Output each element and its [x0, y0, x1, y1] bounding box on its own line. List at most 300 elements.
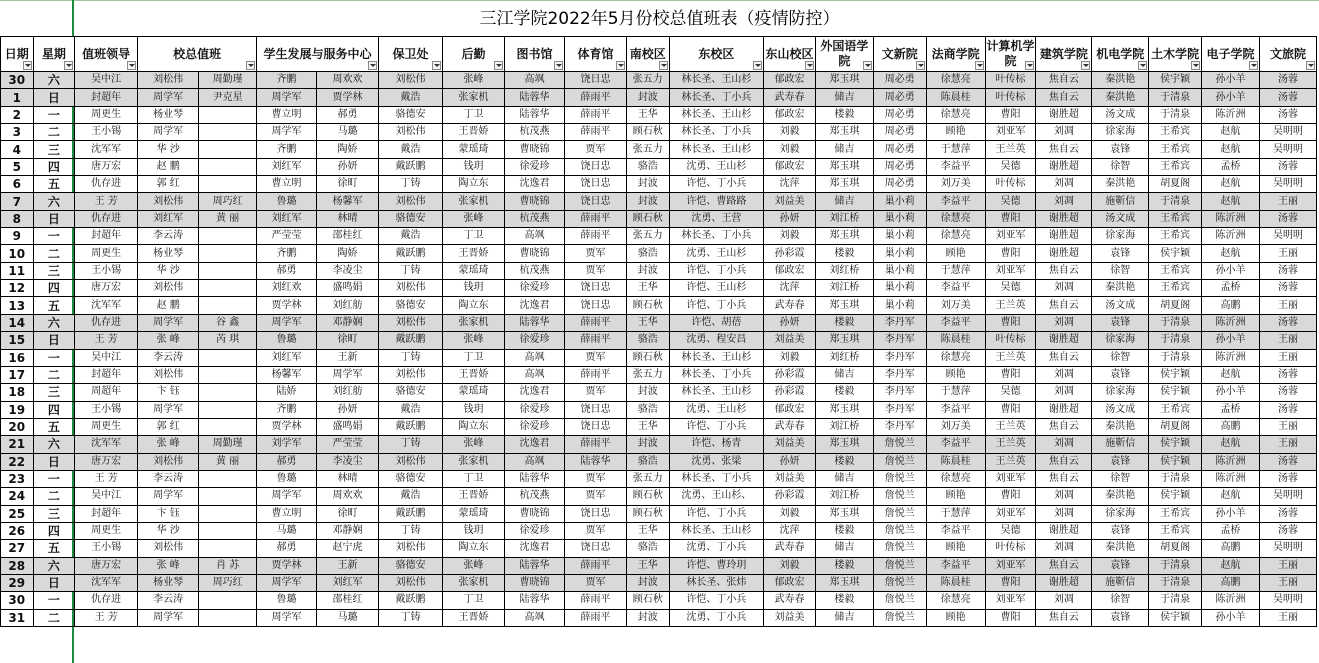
duty-cell[interactable]: 王小锡 [75, 124, 138, 141]
duty-cell[interactable]: 张家机 [443, 453, 505, 470]
duty-cell[interactable]: 王晋娇 [443, 488, 505, 505]
duty-cell[interactable]: 秦洪艳 [1092, 72, 1149, 89]
duty-cell[interactable]: 沈萍 [764, 522, 816, 539]
duty-cell[interactable]: 刘万美 [926, 418, 985, 435]
duty-cell[interactable]: 詹悦兰 [873, 574, 926, 591]
duty-cell[interactable]: 张 峰 [138, 332, 199, 349]
duty-cell[interactable]: 华 沙 [138, 522, 199, 539]
duty-cell[interactable]: 于清泉 [1149, 332, 1202, 349]
filter-dropdown-icon[interactable] [127, 61, 136, 70]
duty-cell[interactable]: 李丹军 [873, 366, 926, 383]
duty-cell[interactable]: 沈军军 [75, 436, 138, 453]
duty-cell[interactable]: 张 峰 [138, 436, 199, 453]
duty-cell[interactable]: 刘亚军 [985, 262, 1036, 279]
weekday-cell[interactable]: 一 [33, 228, 75, 245]
duty-cell[interactable]: 唐万宏 [75, 453, 138, 470]
weekday-cell[interactable]: 四 [33, 158, 75, 175]
duty-cell[interactable]: 武寿春 [764, 418, 816, 435]
duty-cell[interactable]: 叶传标 [985, 176, 1036, 193]
weekday-cell[interactable]: 二 [33, 245, 75, 262]
duty-cell[interactable]: 钱玥 [443, 280, 505, 297]
duty-cell[interactable]: 陶娇 [317, 245, 379, 262]
duty-cell[interactable]: 王晋娇 [443, 245, 505, 262]
duty-cell[interactable]: 丁铸 [379, 176, 443, 193]
duty-cell[interactable]: 孟桥 [1202, 401, 1260, 418]
duty-cell[interactable]: 王华 [626, 557, 669, 574]
duty-cell[interactable]: 鲁璐 [257, 332, 317, 349]
duty-cell[interactable]: 贾军 [564, 245, 626, 262]
duty-cell[interactable]: 赵 鹏 [138, 297, 199, 314]
weekday-cell[interactable]: 四 [33, 280, 75, 297]
duty-cell[interactable]: 戴跃鹏 [379, 332, 443, 349]
date-cell[interactable]: 2 [1, 106, 34, 123]
duty-cell[interactable]: 袁锋 [1092, 366, 1149, 383]
duty-cell[interactable]: 王兰英 [985, 436, 1036, 453]
duty-cell[interactable]: 邵桂红 [317, 228, 379, 245]
duty-cell[interactable]: 储吉 [815, 193, 873, 210]
duty-cell[interactable]: 汤蓉 [1259, 470, 1316, 487]
header-security[interactable]: 保卫处 [379, 37, 443, 72]
duty-cell[interactable]: 陶立东 [443, 418, 505, 435]
filter-dropdown-icon[interactable] [64, 61, 73, 70]
duty-cell[interactable] [199, 609, 257, 626]
duty-cell[interactable]: 孙小羊 [1202, 609, 1260, 626]
duty-cell[interactable]: 孙彩霞 [764, 366, 816, 383]
duty-cell[interactable]: 张峰 [443, 557, 505, 574]
duty-cell[interactable]: 李丹军 [873, 384, 926, 401]
duty-cell[interactable]: 蒙瑶琦 [443, 505, 505, 522]
duty-cell[interactable]: 刘益美 [764, 193, 816, 210]
duty-cell[interactable]: 焦自云 [1036, 418, 1092, 435]
duty-cell[interactable]: 王晋娇 [443, 124, 505, 141]
duty-cell[interactable]: 徐家海 [1092, 332, 1149, 349]
duty-cell[interactable]: 戴跃鹏 [379, 245, 443, 262]
duty-cell[interactable]: 高飒 [505, 72, 565, 89]
duty-cell[interactable]: 王希宾 [1149, 141, 1202, 158]
duty-cell[interactable]: 陆蓉华 [505, 314, 565, 331]
duty-cell[interactable]: 王晋娇 [443, 609, 505, 626]
duty-cell[interactable]: 丁卫 [443, 349, 505, 366]
duty-cell[interactable]: 陈沂洲 [1202, 592, 1260, 609]
duty-cell[interactable]: 骆德安 [379, 470, 443, 487]
duty-cell[interactable]: 刘松伟 [138, 366, 199, 383]
duty-cell[interactable]: 刘益美 [764, 332, 816, 349]
date-cell[interactable]: 24 [1, 488, 34, 505]
duty-cell[interactable]: 周学军 [257, 124, 317, 141]
duty-cell[interactable]: 徐爱珍 [505, 401, 565, 418]
duty-cell[interactable]: 沈萍 [764, 280, 816, 297]
duty-cell[interactable] [199, 245, 257, 262]
duty-cell[interactable]: 周学军 [257, 89, 317, 106]
duty-cell[interactable]: 刘红欢 [257, 280, 317, 297]
duty-cell[interactable]: 薛雨平 [564, 124, 626, 141]
date-cell[interactable]: 19 [1, 401, 34, 418]
duty-cell[interactable]: 汤蓉 [1259, 210, 1316, 227]
date-cell[interactable]: 18 [1, 384, 34, 401]
duty-cell[interactable]: 封超年 [75, 505, 138, 522]
duty-cell[interactable]: 郁政宏 [764, 158, 816, 175]
duty-cell[interactable]: 焦自云 [1036, 557, 1092, 574]
duty-cell[interactable]: 仇存进 [75, 210, 138, 227]
duty-cell[interactable] [199, 158, 257, 175]
duty-cell[interactable]: 李益平 [926, 401, 985, 418]
duty-cell[interactable]: 许恺、王山杉 [669, 280, 764, 297]
duty-cell[interactable]: 顾石秋 [626, 124, 669, 141]
duty-cell[interactable]: 张峰 [443, 436, 505, 453]
duty-cell[interactable]: 刘松伟 [138, 280, 199, 297]
duty-cell[interactable]: 郭 红 [138, 176, 199, 193]
duty-cell[interactable]: 詹悦兰 [873, 436, 926, 453]
weekday-cell[interactable]: 三 [33, 262, 75, 279]
duty-cell[interactable]: 林长圣、张炜 [669, 574, 764, 591]
date-cell[interactable]: 15 [1, 332, 34, 349]
duty-cell[interactable]: 周学军 [138, 609, 199, 626]
duty-cell[interactable]: 钱玥 [443, 158, 505, 175]
duty-cell[interactable]: 沈逸君 [505, 436, 565, 453]
duty-cell[interactable]: 曹阳 [985, 366, 1036, 383]
duty-cell[interactable]: 陈晨桂 [926, 453, 985, 470]
duty-cell[interactable]: 胡夏阁 [1149, 297, 1202, 314]
weekday-cell[interactable]: 二 [33, 366, 75, 383]
duty-cell[interactable]: 许恺、曹玲玥 [669, 557, 764, 574]
duty-cell[interactable]: 赵航 [1202, 176, 1260, 193]
weekday-cell[interactable]: 三 [33, 505, 75, 522]
header-dongshan-campus[interactable]: 东山校区 [764, 37, 816, 72]
duty-cell[interactable]: 刘毅 [764, 505, 816, 522]
duty-cell[interactable]: 鲁璐 [257, 592, 317, 609]
header-wenxin[interactable]: 文新院 [873, 37, 926, 72]
duty-cell[interactable] [199, 176, 257, 193]
duty-cell[interactable]: 薛雨平 [564, 332, 626, 349]
duty-cell[interactable]: 刘红军 [317, 574, 379, 591]
duty-cell[interactable]: 侯宇颖 [1149, 384, 1202, 401]
duty-cell[interactable]: 李丹军 [873, 349, 926, 366]
duty-cell[interactable]: 仇存进 [75, 592, 138, 609]
duty-cell[interactable]: 杭茂燕 [505, 262, 565, 279]
duty-cell[interactable]: 林晴 [317, 470, 379, 487]
duty-cell[interactable]: 陆蓉华 [505, 470, 565, 487]
duty-cell[interactable]: 巢小莉 [873, 262, 926, 279]
duty-cell[interactable]: 戴浩 [379, 228, 443, 245]
duty-cell[interactable]: 焦自云 [1036, 349, 1092, 366]
duty-cell[interactable]: 孟桥 [1202, 522, 1260, 539]
duty-cell[interactable]: 贾军 [564, 141, 626, 158]
duty-cell[interactable]: 孙妍 [317, 158, 379, 175]
header-south-campus[interactable]: 南校区 [626, 37, 669, 72]
duty-cell[interactable]: 汤蓉 [1259, 314, 1316, 331]
duty-cell[interactable]: 薛雨平 [564, 366, 626, 383]
duty-cell[interactable]: 曹晓锦 [505, 141, 565, 158]
duty-cell[interactable]: 周学军 [138, 89, 199, 106]
duty-cell[interactable]: 刘亚军 [985, 124, 1036, 141]
duty-cell[interactable]: 丁卫 [443, 228, 505, 245]
weekday-cell[interactable]: 一 [33, 106, 75, 123]
duty-cell[interactable]: 高飒 [505, 366, 565, 383]
duty-cell[interactable]: 吴明明 [1259, 228, 1316, 245]
duty-cell[interactable]: 顾艳 [926, 609, 985, 626]
duty-cell[interactable] [199, 141, 257, 158]
weekday-cell[interactable]: 六 [33, 436, 75, 453]
duty-cell[interactable]: 吴德 [985, 158, 1036, 175]
duty-cell[interactable]: 周巧红 [199, 574, 257, 591]
duty-cell[interactable]: 徐慧亮 [926, 228, 985, 245]
duty-cell[interactable]: 林晴 [317, 210, 379, 227]
duty-cell[interactable]: 于清泉 [1149, 470, 1202, 487]
duty-cell[interactable]: 郝勇 [257, 540, 317, 557]
duty-cell[interactable]: 巢小莉 [873, 228, 926, 245]
duty-cell[interactable]: 饶日忠 [564, 72, 626, 89]
duty-cell[interactable]: 于清泉 [1149, 557, 1202, 574]
duty-cell[interactable]: 郝勇 [317, 106, 379, 123]
duty-cell[interactable]: 侯宇颖 [1149, 436, 1202, 453]
date-cell[interactable]: 29 [1, 574, 34, 591]
duty-cell[interactable]: 许恺、丁小兵 [669, 592, 764, 609]
duty-cell[interactable]: 刘松伟 [138, 453, 199, 470]
duty-cell[interactable]: 刘江桥 [815, 488, 873, 505]
duty-cell[interactable]: 于清泉 [1149, 314, 1202, 331]
duty-cell[interactable]: 谢胜超 [1036, 522, 1092, 539]
duty-cell[interactable]: 刘凋 [1036, 384, 1092, 401]
duty-cell[interactable]: 沈勇、丁小兵 [669, 540, 764, 557]
duty-cell[interactable]: 林长圣、丁小兵 [669, 228, 764, 245]
duty-cell[interactable]: 封波 [626, 574, 669, 591]
duty-cell[interactable]: 侯宇颖 [1149, 72, 1202, 89]
filter-dropdown-icon[interactable] [863, 61, 872, 70]
duty-cell[interactable]: 孙小羊 [1202, 262, 1260, 279]
duty-cell[interactable]: 高飒 [505, 609, 565, 626]
header-date[interactable]: 日期 [1, 37, 34, 72]
duty-cell[interactable]: 汤文成 [1092, 297, 1149, 314]
duty-cell[interactable]: 沈军军 [75, 297, 138, 314]
duty-cell[interactable]: 胡夏阁 [1149, 540, 1202, 557]
duty-cell[interactable]: 戴跃鹏 [379, 158, 443, 175]
duty-cell[interactable]: 陈沂洲 [1202, 106, 1260, 123]
duty-cell[interactable]: 储吉 [815, 141, 873, 158]
duty-cell[interactable]: 贾学林 [257, 297, 317, 314]
duty-cell[interactable]: 杭茂燕 [505, 210, 565, 227]
duty-cell[interactable]: 袁锋 [1092, 245, 1149, 262]
duty-cell[interactable]: 贾军 [564, 384, 626, 401]
duty-cell[interactable]: 吴德 [985, 522, 1036, 539]
duty-cell[interactable]: 秦洪艳 [1092, 488, 1149, 505]
duty-cell[interactable]: 贾军 [564, 262, 626, 279]
duty-cell[interactable]: 陈沂洲 [1202, 349, 1260, 366]
duty-cell[interactable]: 刘松伟 [138, 72, 199, 89]
duty-cell[interactable]: 王丽 [1259, 349, 1316, 366]
duty-cell[interactable]: 詹悦兰 [873, 453, 926, 470]
duty-cell[interactable]: 骆浩 [626, 401, 669, 418]
duty-cell[interactable]: 饶日忠 [564, 505, 626, 522]
duty-cell[interactable]: 赵航 [1202, 193, 1260, 210]
duty-cell[interactable]: 王希宾 [1149, 228, 1202, 245]
duty-cell[interactable]: 徐慧亮 [926, 210, 985, 227]
duty-cell[interactable]: 巢小莉 [873, 280, 926, 297]
duty-cell[interactable]: 封波 [626, 262, 669, 279]
duty-cell[interactable]: 郁政宏 [764, 262, 816, 279]
header-computer[interactable]: 计算机学院 [985, 37, 1036, 72]
duty-cell[interactable]: 王小锡 [75, 540, 138, 557]
duty-cell[interactable]: 饶日忠 [564, 280, 626, 297]
duty-cell[interactable]: 封波 [626, 609, 669, 626]
duty-cell[interactable]: 吴明明 [1259, 488, 1316, 505]
duty-cell[interactable]: 徐家海 [1092, 124, 1149, 141]
duty-cell[interactable]: 贾军 [564, 349, 626, 366]
duty-cell[interactable]: 焦自云 [1036, 297, 1092, 314]
duty-cell[interactable] [199, 401, 257, 418]
duty-cell[interactable]: 杨馨军 [317, 193, 379, 210]
duty-cell[interactable]: 刘红军 [257, 210, 317, 227]
duty-cell[interactable]: 李益平 [926, 436, 985, 453]
duty-cell[interactable]: 曹阳 [985, 574, 1036, 591]
duty-cell[interactable]: 贾军 [564, 470, 626, 487]
duty-cell[interactable]: 沈勇、王山杉 [669, 401, 764, 418]
duty-cell[interactable]: 郁政宏 [764, 72, 816, 89]
duty-cell[interactable]: 周更生 [75, 245, 138, 262]
duty-cell[interactable]: 丁铸 [379, 522, 443, 539]
weekday-cell[interactable]: 四 [33, 522, 75, 539]
duty-cell[interactable]: 周学军 [257, 314, 317, 331]
header-school-duty[interactable]: 校总值班 [138, 37, 257, 72]
weekday-cell[interactable]: 六 [33, 314, 75, 331]
duty-cell[interactable]: 周学军 [317, 366, 379, 383]
duty-cell[interactable]: 饶日忠 [564, 176, 626, 193]
duty-cell[interactable]: 郁政宏 [764, 401, 816, 418]
duty-cell[interactable]: 吴明明 [1259, 540, 1316, 557]
duty-cell[interactable]: 陈沂洲 [1202, 453, 1260, 470]
duty-cell[interactable]: 邓静娴 [317, 314, 379, 331]
duty-cell[interactable]: 张五力 [626, 366, 669, 383]
duty-cell[interactable]: 陈沂洲 [1202, 470, 1260, 487]
weekday-cell[interactable]: 日 [33, 332, 75, 349]
weekday-cell[interactable]: 五 [33, 540, 75, 557]
duty-cell[interactable]: 詹悦兰 [873, 488, 926, 505]
duty-cell[interactable]: 于清泉 [1149, 592, 1202, 609]
duty-cell[interactable]: 郝勇 [257, 262, 317, 279]
duty-cell[interactable]: 侯宇颖 [1149, 453, 1202, 470]
duty-cell[interactable]: 孙妍 [764, 453, 816, 470]
duty-cell[interactable]: 高飒 [505, 349, 565, 366]
duty-cell[interactable]: 林长圣、丁小兵 [669, 124, 764, 141]
header-gym[interactable]: 体育馆 [564, 37, 626, 72]
duty-cell[interactable]: 高鹏 [1202, 297, 1260, 314]
duty-cell[interactable]: 骆德安 [379, 106, 443, 123]
duty-cell[interactable]: 汤蓉 [1259, 72, 1316, 89]
duty-cell[interactable]: 赵航 [1202, 436, 1260, 453]
duty-cell[interactable]: 周学军 [138, 401, 199, 418]
duty-cell[interactable]: 赵航 [1202, 557, 1260, 574]
duty-cell[interactable]: 杭茂燕 [505, 488, 565, 505]
weekday-cell[interactable]: 二 [33, 124, 75, 141]
duty-cell[interactable]: 汤蓉 [1259, 384, 1316, 401]
duty-cell[interactable]: 王兰英 [985, 141, 1036, 158]
duty-cell[interactable]: 高鹏 [1202, 574, 1260, 591]
duty-cell[interactable]: 刘益美 [764, 436, 816, 453]
duty-cell[interactable]: 刘松伟 [379, 280, 443, 297]
duty-cell[interactable]: 封波 [626, 89, 669, 106]
duty-cell[interactable]: 陈晨桂 [926, 89, 985, 106]
duty-cell[interactable]: 骆浩 [626, 332, 669, 349]
duty-cell[interactable]: 戴浩 [379, 401, 443, 418]
duty-cell[interactable]: 封波 [626, 436, 669, 453]
duty-cell[interactable]: 戴浩 [379, 488, 443, 505]
duty-cell[interactable]: 高鹏 [1202, 540, 1260, 557]
duty-cell[interactable]: 王华 [626, 280, 669, 297]
duty-cell[interactable]: 刘松伟 [379, 193, 443, 210]
date-cell[interactable]: 26 [1, 522, 34, 539]
duty-cell[interactable]: 沈勇、王山杉 [669, 158, 764, 175]
duty-cell[interactable]: 徐智 [1092, 470, 1149, 487]
duty-cell[interactable]: 刘松伟 [379, 540, 443, 557]
duty-cell[interactable]: 陆蓉华 [505, 106, 565, 123]
duty-cell[interactable]: 李云涛 [138, 349, 199, 366]
weekday-cell[interactable]: 日 [33, 89, 75, 106]
duty-cell[interactable]: 邵桂红 [317, 592, 379, 609]
duty-cell[interactable]: 王丽 [1259, 609, 1316, 626]
date-cell[interactable]: 16 [1, 349, 34, 366]
duty-cell[interactable]: 侯宇颖 [1149, 488, 1202, 505]
duty-cell[interactable]: 张家机 [443, 314, 505, 331]
duty-cell[interactable]: 袁锋 [1092, 557, 1149, 574]
duty-cell[interactable]: 曹晓锦 [505, 193, 565, 210]
duty-cell[interactable]: 储吉 [815, 366, 873, 383]
duty-cell[interactable]: 陆蓉华 [505, 89, 565, 106]
duty-cell[interactable]: 吴德 [985, 280, 1036, 297]
duty-cell[interactable]: 楼毅 [815, 384, 873, 401]
duty-cell[interactable]: 刘凋 [1036, 592, 1092, 609]
duty-cell[interactable]: 刘红桥 [815, 349, 873, 366]
duty-cell[interactable]: 张五力 [626, 141, 669, 158]
duty-cell[interactable]: 胡夏阁 [1149, 418, 1202, 435]
duty-cell[interactable]: 齐鹏 [257, 245, 317, 262]
duty-cell[interactable] [199, 418, 257, 435]
duty-cell[interactable]: 杨业琴 [138, 106, 199, 123]
duty-cell[interactable]: 谢胜超 [1036, 332, 1092, 349]
duty-cell[interactable]: 刘亚军 [985, 592, 1036, 609]
duty-cell[interactable]: 巢小莉 [873, 193, 926, 210]
duty-cell[interactable]: 汤蓉 [1259, 453, 1316, 470]
weekday-cell[interactable]: 六 [33, 72, 75, 89]
duty-cell[interactable]: 楼毅 [815, 453, 873, 470]
duty-cell[interactable]: 许恺、曹路路 [669, 193, 764, 210]
duty-cell[interactable]: 周更生 [75, 522, 138, 539]
duty-cell[interactable]: 谢胜超 [1036, 210, 1092, 227]
duty-cell[interactable]: 詹悦兰 [873, 505, 926, 522]
duty-cell[interactable]: 刘红桥 [815, 262, 873, 279]
duty-cell[interactable]: 王小锡 [75, 401, 138, 418]
duty-cell[interactable]: 王希宾 [1149, 401, 1202, 418]
duty-cell[interactable]: 张峰 [443, 210, 505, 227]
duty-cell[interactable]: 严莹莹 [317, 436, 379, 453]
duty-cell[interactable]: 周必勇 [873, 124, 926, 141]
duty-cell[interactable]: 刘亚军 [985, 470, 1036, 487]
duty-cell[interactable]: 王希宾 [1149, 280, 1202, 297]
duty-cell[interactable]: 徐智 [1092, 262, 1149, 279]
duty-cell[interactable]: 王丽 [1259, 418, 1316, 435]
duty-cell[interactable]: 施靳信 [1092, 574, 1149, 591]
duty-cell[interactable]: 王丽 [1259, 557, 1316, 574]
duty-cell[interactable]: 王华 [626, 314, 669, 331]
duty-cell[interactable]: 华 沙 [138, 141, 199, 158]
duty-cell[interactable]: 王兰英 [985, 418, 1036, 435]
duty-cell[interactable]: 刘红军 [138, 210, 199, 227]
duty-cell[interactable]: 楼毅 [815, 314, 873, 331]
duty-cell[interactable]: 陆蓉华 [505, 592, 565, 609]
date-cell[interactable]: 27 [1, 540, 34, 557]
duty-cell[interactable]: 高鹏 [1202, 418, 1260, 435]
duty-cell[interactable]: 于清泉 [1149, 89, 1202, 106]
date-cell[interactable]: 17 [1, 366, 34, 383]
duty-cell[interactable]: 蒙瑶琦 [443, 262, 505, 279]
